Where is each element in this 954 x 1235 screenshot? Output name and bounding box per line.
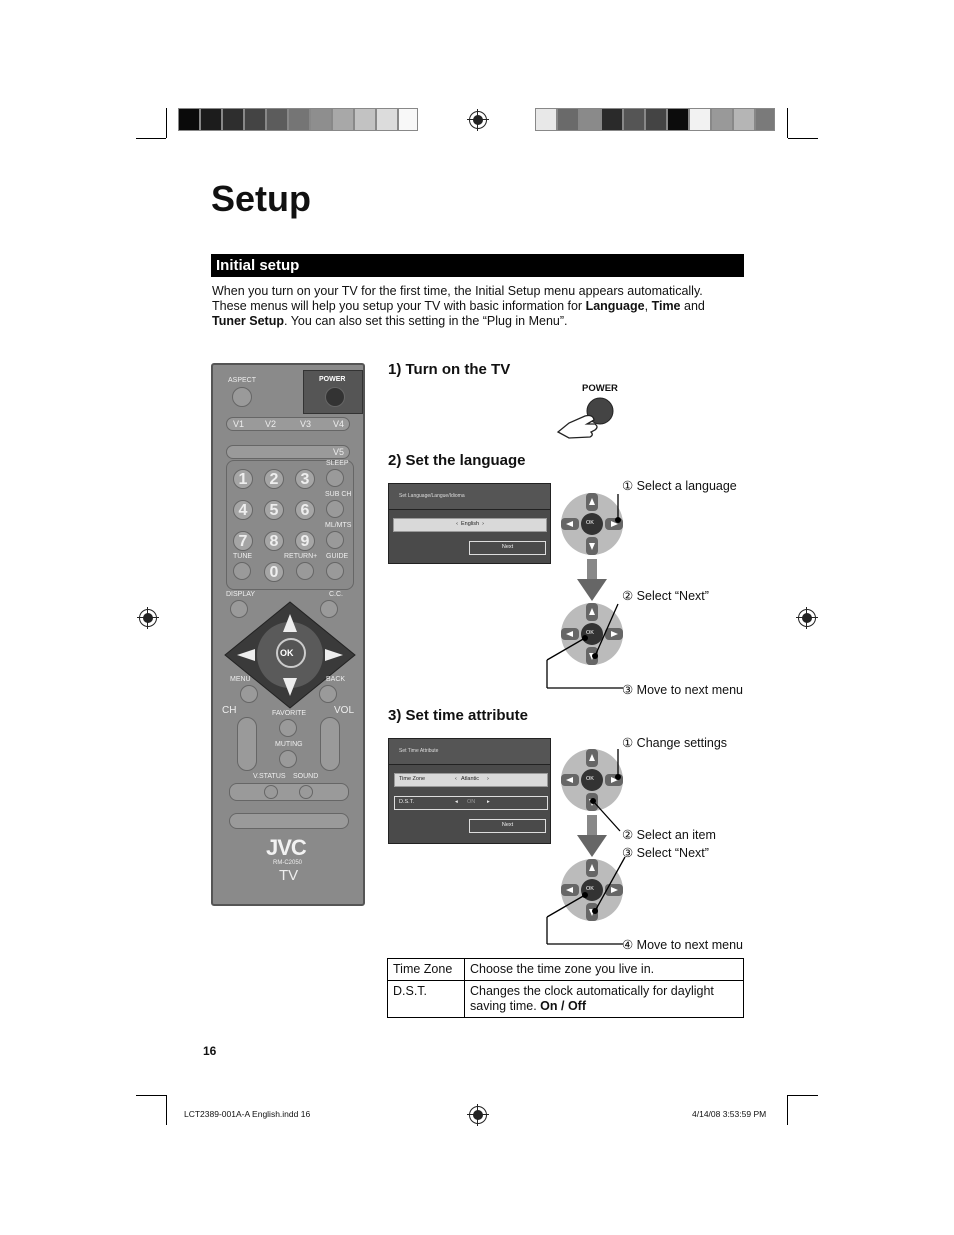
registration-mark-icon (469, 111, 487, 129)
crop-mark (136, 1095, 166, 1096)
digit-7-button[interactable]: 7 (233, 531, 253, 551)
step-2-heading: 2) Set the language (388, 452, 526, 469)
favorite-button[interactable] (279, 719, 297, 737)
section-header: Initial setup (211, 254, 744, 277)
return-button[interactable] (296, 562, 314, 580)
digit-1-button[interactable]: 1 (233, 469, 253, 489)
ok-label: OK (586, 520, 594, 526)
dst-row[interactable]: D.S.T. ◂ ON ▸ (394, 796, 548, 810)
table-term: D.S.T. (388, 981, 465, 1018)
footer-filename: LCT2389-001A-A English.indd 16 (184, 1109, 311, 1119)
note-select-language: ① Select a language (622, 479, 737, 493)
intro-bold: Time (651, 299, 681, 313)
blank-bar (229, 813, 349, 829)
note-select-item: ② Select an item (622, 828, 716, 842)
ok-label: OK (586, 630, 594, 636)
digit-8-button[interactable]: 8 (264, 531, 284, 551)
registration-mark-icon (139, 609, 157, 627)
table-desc-text: Changes the clock automatically for daylight saving time. (470, 984, 714, 1013)
remote-label-sleep: SLEEP (326, 460, 349, 467)
digit-9-button[interactable]: 9 (295, 531, 315, 551)
remote-tv-label: TV (279, 867, 299, 884)
note-move-next: ④ Move to next menu (622, 938, 743, 952)
dst-label: D.S.T. (399, 799, 414, 805)
intro-bold: Language (585, 299, 645, 313)
power-label: POWER (582, 383, 618, 394)
digit-4-button[interactable]: 4 (233, 500, 253, 520)
table-row (388, 981, 744, 1018)
digit-3-button[interactable]: 3 (295, 469, 315, 489)
screen-header: Set Time Attribute (389, 739, 550, 765)
remote-label-ml-mts: ML/MTS (325, 522, 352, 529)
table-desc-text: Choose the time zone you live in. (470, 962, 655, 976)
hand-press-icon (555, 394, 621, 442)
v5-button[interactable]: V5 (333, 447, 345, 457)
intro-paragraph (212, 284, 747, 329)
language-value: English (460, 521, 480, 527)
v1-button[interactable]: V1 (233, 419, 245, 429)
jvc-logo: JVC (266, 835, 306, 860)
tune-button[interactable] (233, 562, 251, 580)
v5-bar (226, 445, 350, 459)
remote-model: RM-C2050 (273, 860, 303, 866)
table-term: Time Zone (388, 959, 465, 981)
remote-label-sub-ch: SUB CH (325, 491, 352, 498)
remote-control (211, 363, 365, 906)
crop-mark (787, 1095, 788, 1125)
remote-label-ch: CH (222, 705, 237, 716)
ok-label: OK (280, 648, 294, 658)
digit-6-button[interactable]: 6 (295, 500, 315, 520)
remote-label-power: POWER (319, 376, 346, 383)
digit-0-button[interactable]: 0 (264, 562, 284, 582)
vstatus-button[interactable] (264, 785, 278, 799)
remote-label-menu: MENU (230, 676, 251, 683)
crop-mark (788, 138, 818, 139)
volume-rocker[interactable] (320, 717, 340, 771)
table-row (388, 959, 744, 981)
sub-ch-button[interactable] (326, 500, 344, 518)
remote-label-tune: TUNE (233, 553, 253, 560)
intro-text: . You can also set this setting in the “Plug in Menu”. (284, 314, 568, 328)
crop-mark (166, 108, 167, 138)
time-zone-row[interactable]: Time Zone ‹ Atlantic › (394, 773, 548, 787)
sleep-button[interactable] (326, 469, 344, 487)
table-desc (465, 981, 744, 1018)
remote-label-return: RETURN+ (284, 553, 318, 560)
note-select-next: ② Select “Next” (622, 589, 709, 603)
ok-label: OK (586, 776, 594, 782)
crop-mark (787, 108, 788, 138)
power-button[interactable] (325, 387, 345, 407)
remote-label-cc: C.C. (329, 591, 343, 598)
callout-lines (545, 480, 625, 690)
registration-mark-icon (798, 609, 816, 627)
time-screen (388, 738, 551, 844)
v2-button[interactable]: V2 (265, 419, 277, 429)
page-number: 16 (203, 1044, 217, 1058)
back-button[interactable] (319, 685, 337, 703)
intro-text: and (680, 299, 705, 313)
language-row[interactable]: ‹ English › (393, 518, 547, 532)
note-move-next: ③ Move to next menu (622, 683, 743, 697)
ml-mts-button[interactable] (326, 531, 344, 549)
ok-label: OK (586, 886, 594, 892)
time-zone-label: Time Zone (399, 776, 426, 782)
digit-2-button[interactable]: 2 (264, 469, 284, 489)
intro-line: When you turn on your TV for the first time, the Initial Setup menu appears automatically. (212, 284, 703, 298)
menu-button[interactable] (240, 685, 258, 703)
intro-line: These menus will help you setup your TV with basic information for (212, 299, 586, 313)
crop-mark (166, 1095, 167, 1125)
settings-table (387, 958, 744, 1018)
intro-bold: Tuner Setup (212, 314, 284, 328)
remote-label-guide: GUIDE (326, 553, 349, 560)
sound-button[interactable] (299, 785, 313, 799)
crop-mark (788, 1095, 818, 1096)
table-desc-bold: On / Off (540, 999, 586, 1013)
crop-mark (136, 138, 166, 139)
registration-mark-icon (469, 1106, 487, 1124)
v4-button[interactable]: V4 (333, 419, 345, 429)
remote-label-muting: MUTING (275, 741, 303, 748)
remote-label-vol: VOL (334, 705, 355, 716)
input-bar (226, 417, 350, 431)
table-desc (465, 959, 744, 981)
note-change-settings: ① Change settings (622, 736, 728, 750)
muting-button[interactable] (279, 750, 297, 768)
page-title: Setup (211, 178, 312, 219)
v3-button[interactable]: V3 (300, 419, 312, 429)
next-button[interactable]: Next (469, 819, 546, 833)
intro-text: , (644, 299, 652, 313)
channel-rocker[interactable] (237, 717, 257, 771)
time-zone-value: Atlantic (461, 776, 480, 782)
language-screen (388, 483, 551, 564)
step-1-heading: 1) Turn on the TV (388, 361, 511, 378)
remote-label-favorite: FAVORITE (272, 710, 307, 717)
digit-5-button[interactable]: 5 (264, 500, 284, 520)
next-button[interactable]: Next (469, 541, 546, 555)
remote-label-sound: SOUND (293, 773, 319, 780)
screen-header: Set Language/Langue/Idioma (389, 484, 550, 510)
remote-label-aspect: ASPECT (228, 377, 257, 384)
guide-button[interactable] (326, 562, 344, 580)
remote-label-vstatus: V.STATUS (253, 773, 286, 780)
remote-label-back: BACK (326, 676, 346, 683)
footer-timestamp: 4/14/08 3:53:59 PM (692, 1109, 767, 1119)
note-select-next: ③ Select “Next” (622, 846, 709, 860)
step-3-heading: 3) Set time attribute (388, 707, 529, 724)
aspect-button[interactable] (232, 387, 252, 407)
remote-label-display: DISPLAY (226, 591, 256, 598)
status-bar (229, 783, 349, 801)
dst-value: ON (467, 799, 476, 805)
